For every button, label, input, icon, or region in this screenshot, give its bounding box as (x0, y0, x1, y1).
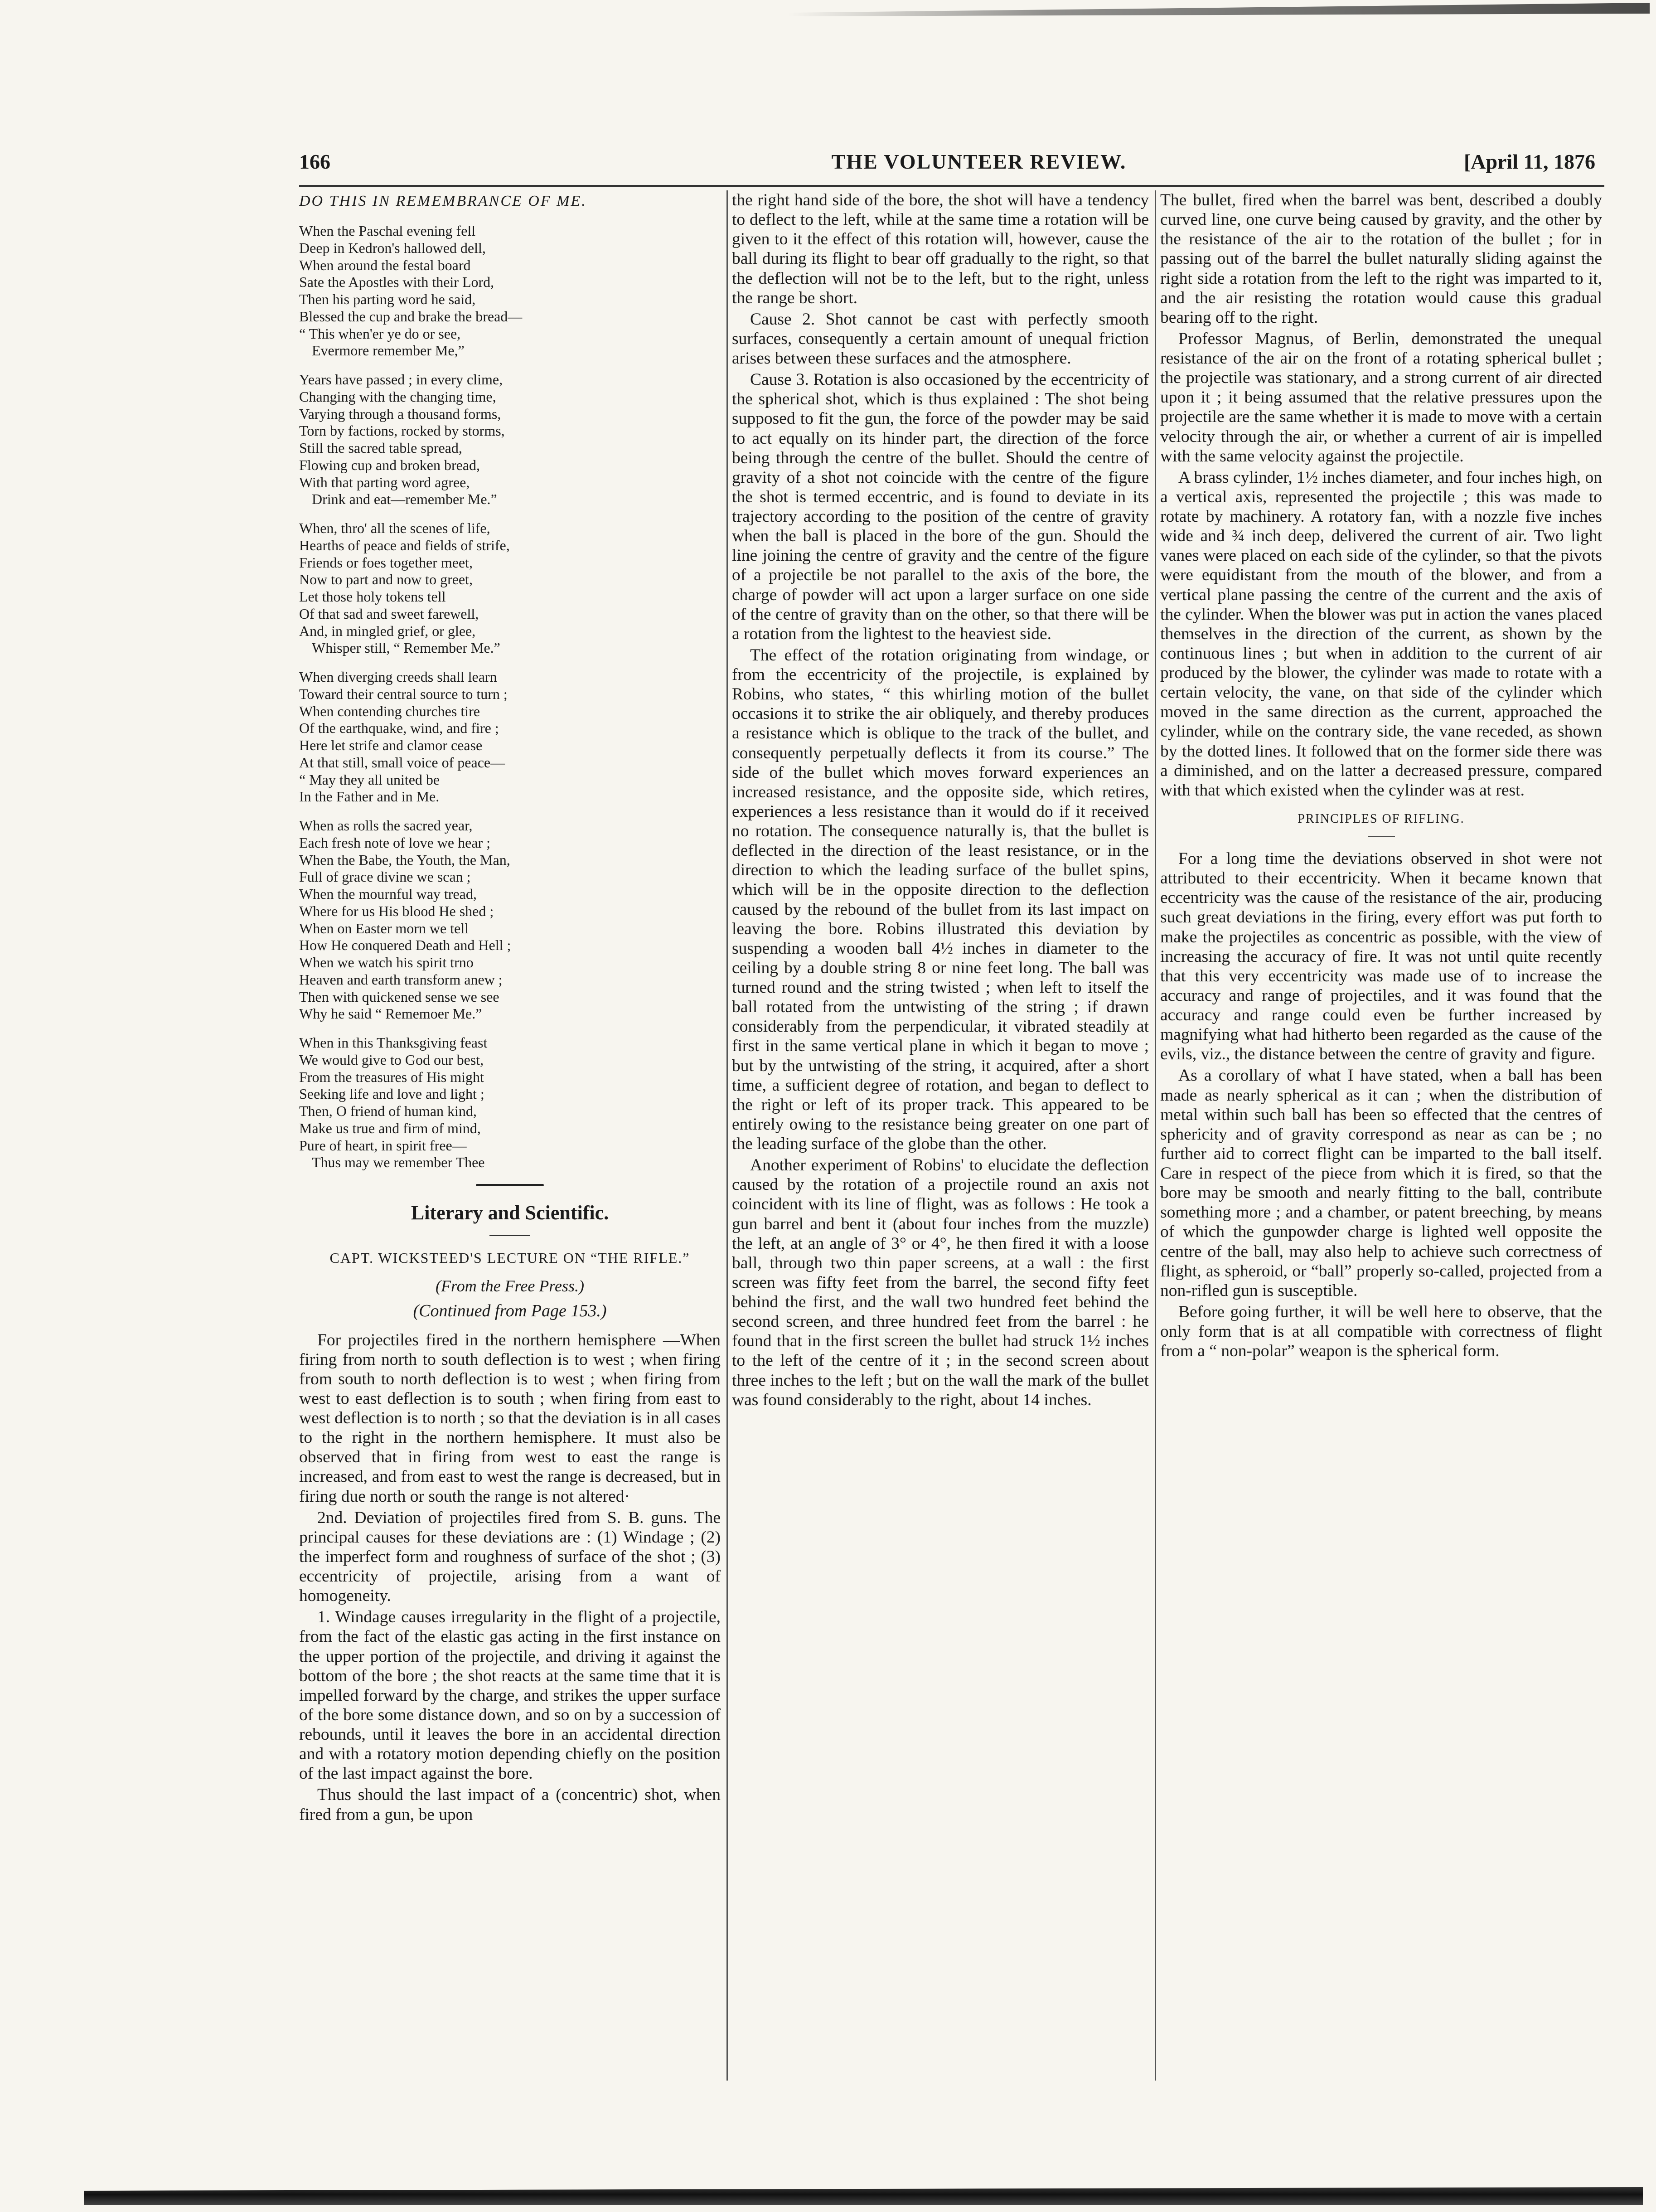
poem-line: We would give to God our best, (299, 1051, 484, 1068)
article-body-col3-continued (1160, 849, 1602, 1361)
poem-line: Friends or foes together meet, (299, 554, 473, 571)
poem-line: Then his parting word he said, (299, 291, 476, 308)
continued-note: (Continued from Page 153.) (413, 1301, 607, 1320)
paragraph: Before going further, it will be well here to observe, that the only form that is at all compatible with correctness of flight from a “ non-polar” weapon is the spherical form. (1160, 1302, 1602, 1361)
poem-line: When around the festal board (299, 257, 471, 273)
poem-line: Blessed the cup and brake the bread— (299, 308, 523, 325)
poem-stanza (299, 371, 721, 508)
poem-line: When the mournful way tread, (299, 886, 477, 902)
poem-line: At that still, small voice of peace— (299, 754, 505, 771)
section-divider (476, 1184, 544, 1186)
poem-line: And, in mingled grief, or glee, (299, 622, 476, 639)
poem-line: When contending churches tire (299, 703, 480, 719)
short-rule (489, 1235, 530, 1236)
paragraph: Another experiment of Robins' to elucidate the deflection caused by the rotation of a projectile round an axis not coincident with its line of flight, was as follows : He took a gun barrel and bent it (about four inches from the muzzle) the left, at an angle of 3° or 4°, he then fired it with a loose ball, through two thin paper screens, at a wall : the first screen was fifty feet from the barrel, the second fifty feet behind the first, and the wall two hundred feet behind the second screen, and three hundred feet from the barrel : he found that in the first screen the bullet had struck 1½ inches to the left of the centre of it ; in the second screen about three inches to the left ; but on the wall the mark of the bullet was found considerably to the right, about 14 inches. (732, 1156, 1149, 1409)
poem-line: Seeking life and love and light ; (299, 1086, 484, 1102)
paragraph: Thus should the last impact of a (concentric) shot, when fired from a gun, be upon (299, 1785, 721, 1824)
poem-line: Deep in Kedron's hallowed dell, (299, 239, 486, 256)
column-rule (1155, 190, 1156, 2081)
poem-line: Still the sacred table spread, (299, 440, 462, 456)
poem-line: Varying through a thousand forms, (299, 405, 501, 422)
poem-line: Then, O friend of human kind, (299, 1103, 477, 1120)
poem-stanza (299, 669, 721, 805)
paragraph: For a long time the deviations observed in shot were not attributed to their eccentricity. When it became known that eccentricity was the cause of the resistance of the air, producing such great deviations in the firing, every effort was put forth to make the projectiles as concentric as possible, with the view of increasing the accuracy of fire. It was not until quite recently that this very eccentricity was made use of to increase the accuracy and range of projectiles, and it was found that the accuracy and range could even be further increased by magnifying what had hitherto been regarded as the cause of the evils, viz., the distance between the centre of gravity and figure. (1160, 849, 1602, 1064)
column-rule (726, 190, 728, 2081)
poem-line: Drink and eat—remember Me.” (312, 491, 497, 508)
paragraph: As a corollary of what I have stated, when a ball has been made as nearly spherical as it can ; when the distribution of metal within such ball has been so effected that the centres of sphericity and of gravity correspond as near as can be ; no further aid to correct flight can be imparted to the ball itself. Care in respect of the piece from which it is fired, so that the bore may be smooth and nearly fitting to the ball, contribute something more ; and a chamber, or patent breeching, by means of which the gunpowder charge is lighted well opposite the centre of the ball, may also help to achieve such correctness of flight, as spheroid, or “ball” properly so-called, projected from a non-rifled gun is susceptible. (1160, 1066, 1602, 1300)
poem-line: When on Easter morn we tell (299, 920, 469, 936)
poem-line: Then with quickened sense we see (299, 988, 499, 1005)
poem-line: Of the earthquake, wind, and fire ; (299, 720, 499, 737)
poem-line: When the Babe, the Youth, the Man, (299, 851, 510, 868)
poem-line: When we watch his spirit trno (299, 954, 474, 971)
poem-line: Hearths of peace and fields of strife, (299, 537, 510, 553)
poem-line: When diverging creeds shall learn (299, 669, 497, 685)
paragraph: A brass cylinder, 1½ inches diameter, and four inches high, on a vertical axis, represented the projectile ; this was made to rotate by machinery. A rotatory fan, with a nozzle five inches wide and ¾ inch deep, delivered the current of air. Two light vanes were placed on each side of the cylinder, so that the pivots were equidistant from the mouth of the blower, and from a vertical plane passing the centre of the current and the axis of the cylinder. When the blower was put in action the vanes placed themselves in the direction of the current, as shown by the continuous lines ; but when in addition to the current of air produced by the blower, the cylinder was made to rotate with a certain velocity, the vane, on that side of the cylinder which moved in the same direction as the current, approached the cylinder, while on the contrary side, the vane receded, as shown by the dotted lines. It followed that on the former side there was a diminished, and on the latter a decreased pressure, compared with that which existed when the cylinder was at rest. (1160, 468, 1602, 800)
page-number: 166 (299, 150, 330, 173)
paragraph: 2nd. Deviation of projectiles fired from S. B. guns. The principal causes for these deviations are : (1) Windage ; (2) the imperfect form and roughness of surface of the shot ; (3) eccentricity of projectile, arising from a want of homogeneity. (299, 1508, 721, 1606)
poem-line: With that parting word agree, (299, 474, 470, 490)
article-source: (From the Free Press.) (436, 1277, 584, 1295)
poem-title: DO THIS IN REMEMBRANCE OF ME. (299, 193, 587, 209)
paragraph: 1. Windage causes irregularity in the flight of a projectile, from the fact of the elastic gas acting in the first instance on the upper portion of the projectile, and driving it against the bottom of the bore ; the shot reacts at the same time that it is impelled forward by the charge, and strikes the upper surface of the bore some distance down, and so on by a succession of rebounds, until it leaves the bore in an accidental direction and with a rotatory motion depending chiefly on the position of the last impact against the bore. (299, 1608, 721, 1783)
paragraph: Professor Magnus, of Berlin, demonstrated the unequal resistance of the air on the front of a rotating spherical bullet ; the projectile was stationary, and a strong current of air directed upon it ; it being assumed that the relative pressures upon the projectile are the same whether it is made to move with a certain velocity through the air, or whether a current of air is impelled with the same velocity against the projectile. (1160, 329, 1602, 466)
poem-line: Here let strife and clamor cease (299, 737, 483, 754)
poem-line: When, thro' all the scenes of life, (299, 520, 490, 537)
article-body-col1 (299, 1330, 721, 1824)
section-title: Literary and Scientific. (411, 1202, 609, 1224)
column-1 (299, 190, 721, 2085)
poem-line: Thus may we remember Thee (312, 1154, 485, 1171)
poem-line: Sate the Apostles with their Lord, (299, 274, 494, 291)
paragraph: The bullet, fired when the barrel was bent, described a doubly curved line, one curve being caused by gravity, and the other by the resistance of the air to the rotation of the bullet ; for in passing out of the barrel the bullet naturally sliding against the right side a rotation from the left to the right was imparted to it, and the air resisting the rotation would cause this gradual bearing off to the right. (1160, 191, 1602, 327)
poem-line: Let those holy tokens tell (299, 588, 446, 605)
poem-line: Pure of heart, in spirit free— (299, 1137, 467, 1154)
poem-line: When as rolls the sacred year, (299, 817, 473, 834)
poem-line: When in this Thanksgiving feast (299, 1034, 488, 1051)
header-rule (299, 185, 1604, 187)
article-body-col3 (1160, 190, 1602, 800)
poem-line: Full of grace divine we scan ; (299, 868, 471, 885)
poem-line: “ May they all united be (299, 771, 440, 788)
paragraph: Cause 2. Shot cannot be cast with perfectly smooth surfaces, consequently a certain amount of unequal friction arises between these surfaces and the atmosphere. (732, 310, 1149, 368)
poem-line: “ This when'er ye do or see, (299, 325, 461, 342)
poem-line: Where for us His blood He shed ; (299, 902, 494, 919)
masthead-title: THE VOLUNTEER REVIEW. (831, 150, 1127, 173)
poem-line: Whisper still, “ Remember Me.” (312, 640, 500, 656)
poem-line: When the Paschal evening fell (299, 223, 476, 239)
poem-line: Changing with the changing time, (299, 388, 496, 405)
poem-stanza (299, 520, 721, 657)
poem-line: Of that sad and sweet farewell, (299, 605, 479, 622)
poem-line: Toward their central source to turn ; (299, 685, 508, 702)
paragraph: the right hand side of the bore, the shot will have a tendency to deflect to the left, while at the same time a rotation will be given to it the effect of this rotation will, however, cause the ball during its flight to bear off gradually to the right, so that the deflection will not be to the left, but to the right, unless the range be short. (732, 191, 1149, 307)
poem-stanza (299, 223, 721, 359)
column-3 (1160, 190, 1602, 2085)
poem-line: Why he said “ Rememoer Me.” (299, 1005, 482, 1022)
poem-line: Heaven and earth transform anew ; (299, 971, 503, 988)
subheading-rifling: PRINCIPLES OF RIFLING. (1298, 811, 1465, 826)
poem-line: Each fresh note of love we hear ; (299, 834, 491, 851)
paragraph: The effect of the rotation originating from windage, or from the eccentricity of the projectile, is explained by Robins, who states, “ this whirling motion of the bullet occasions it to strike the air obliquely, and thereby produces a resistance which is oblique to the track of the bullet, and consequently perpetually deflects it from its course.” The side of the bullet which moves forward experiences an increased resistance, and the opposite side, which retires, experiences a less resistance than it would do if it received no rotation. The consequence naturally is, that the bullet is deflected in the direction of the least resistance, or in the direction to which the leading surface of the bullet spins, which will be in the opposite direction to the deflection caused by the rebound of the bullet from its last impact on leaving the bore. Robins illustrated this deviation by suspending a wooden ball 4½ inches in diameter to the ceiling by a double string 8 or nine feet long. The ball was turned round and the string twisted ; when left to itself the ball rotated from the untwisting of the string ; if drawn considerably from the perpendicular, it vibrated steadily at first in the same vertical plane in which it began to move ; but by the untwisting of the string, it acquired, after a short time, a sufficient degree of rotation, and began to deflect to the right or left of its proper track. This appeared to be entirely owing to the resistance being greater on one part of the leading surface of the globe than the other. (732, 645, 1149, 1153)
poem-line: Evermore remember Me,” (312, 342, 465, 359)
poem-line: Flowing cup and broken bread, (299, 456, 480, 473)
poem-line: From the treasures of His might (299, 1068, 484, 1085)
page-header (299, 150, 1595, 181)
poem-body (299, 223, 721, 1171)
poem-stanza (299, 817, 721, 1023)
issue-date: [April 11, 1876 (1463, 150, 1595, 173)
poem-line: Torn by factions, rocked by storms, (299, 422, 505, 439)
scan-artifact-bottom (84, 2187, 1643, 2205)
poem-line: How He conquered Death and Hell ; (299, 937, 511, 954)
poem-line: Make us true and firm of mind, (299, 1120, 481, 1136)
poem-line: Years have passed ; in every clime, (299, 371, 503, 388)
poem-line: In the Father and in Me. (299, 788, 440, 805)
column-2 (732, 190, 1149, 2085)
article-body-col2 (732, 190, 1149, 1410)
poem-line: Now to part and now to greet, (299, 571, 473, 588)
poem-stanza (299, 1034, 721, 1171)
scan-artifact-top (789, 3, 1650, 21)
article-heading: CAPT. WICKSTEED'S LECTURE ON “THE RIFLE.” (329, 1249, 690, 1266)
paragraph: Cause 3. Rotation is also occasioned by the eccentricity of the spherical shot, which is thus explained : The shot being supposed to fit the gun, the force of the powder may be said to act equally on its hinder part, the direction of the force being through the centre of the bullet. Should the centre of gravity of a shot not coincide with the centre of the figure the shot is termed eccentric, and is found to deviate in its trajectory according to the position of the centre of gravity when the ball is placed in the bore of the gun. Should the line joining the centre of gravity and the centre of the figure of a projectile be not parallel to the axis of the bore, the charge of powder will act upon a larger surface on one side of the centre of gravity than on the other, so that there will be a rotation from the lightest to the heaviest side. (732, 370, 1149, 643)
short-rule (1368, 836, 1395, 837)
paragraph: For projectiles fired in the northern hemisphere —When firing from north to south deflection is to west ; when firing from south to north deflection is to west ; when firing from west to east deflection is to south ; when firing from east to west deflection is to north ; so that the deviation is in all cases to the right in the northern hemisphere. It must also be observed that in firing from west to east the range is increased, and from east to west the range is decreased, but in firing due north or south the range is not altered· (299, 1330, 721, 1506)
